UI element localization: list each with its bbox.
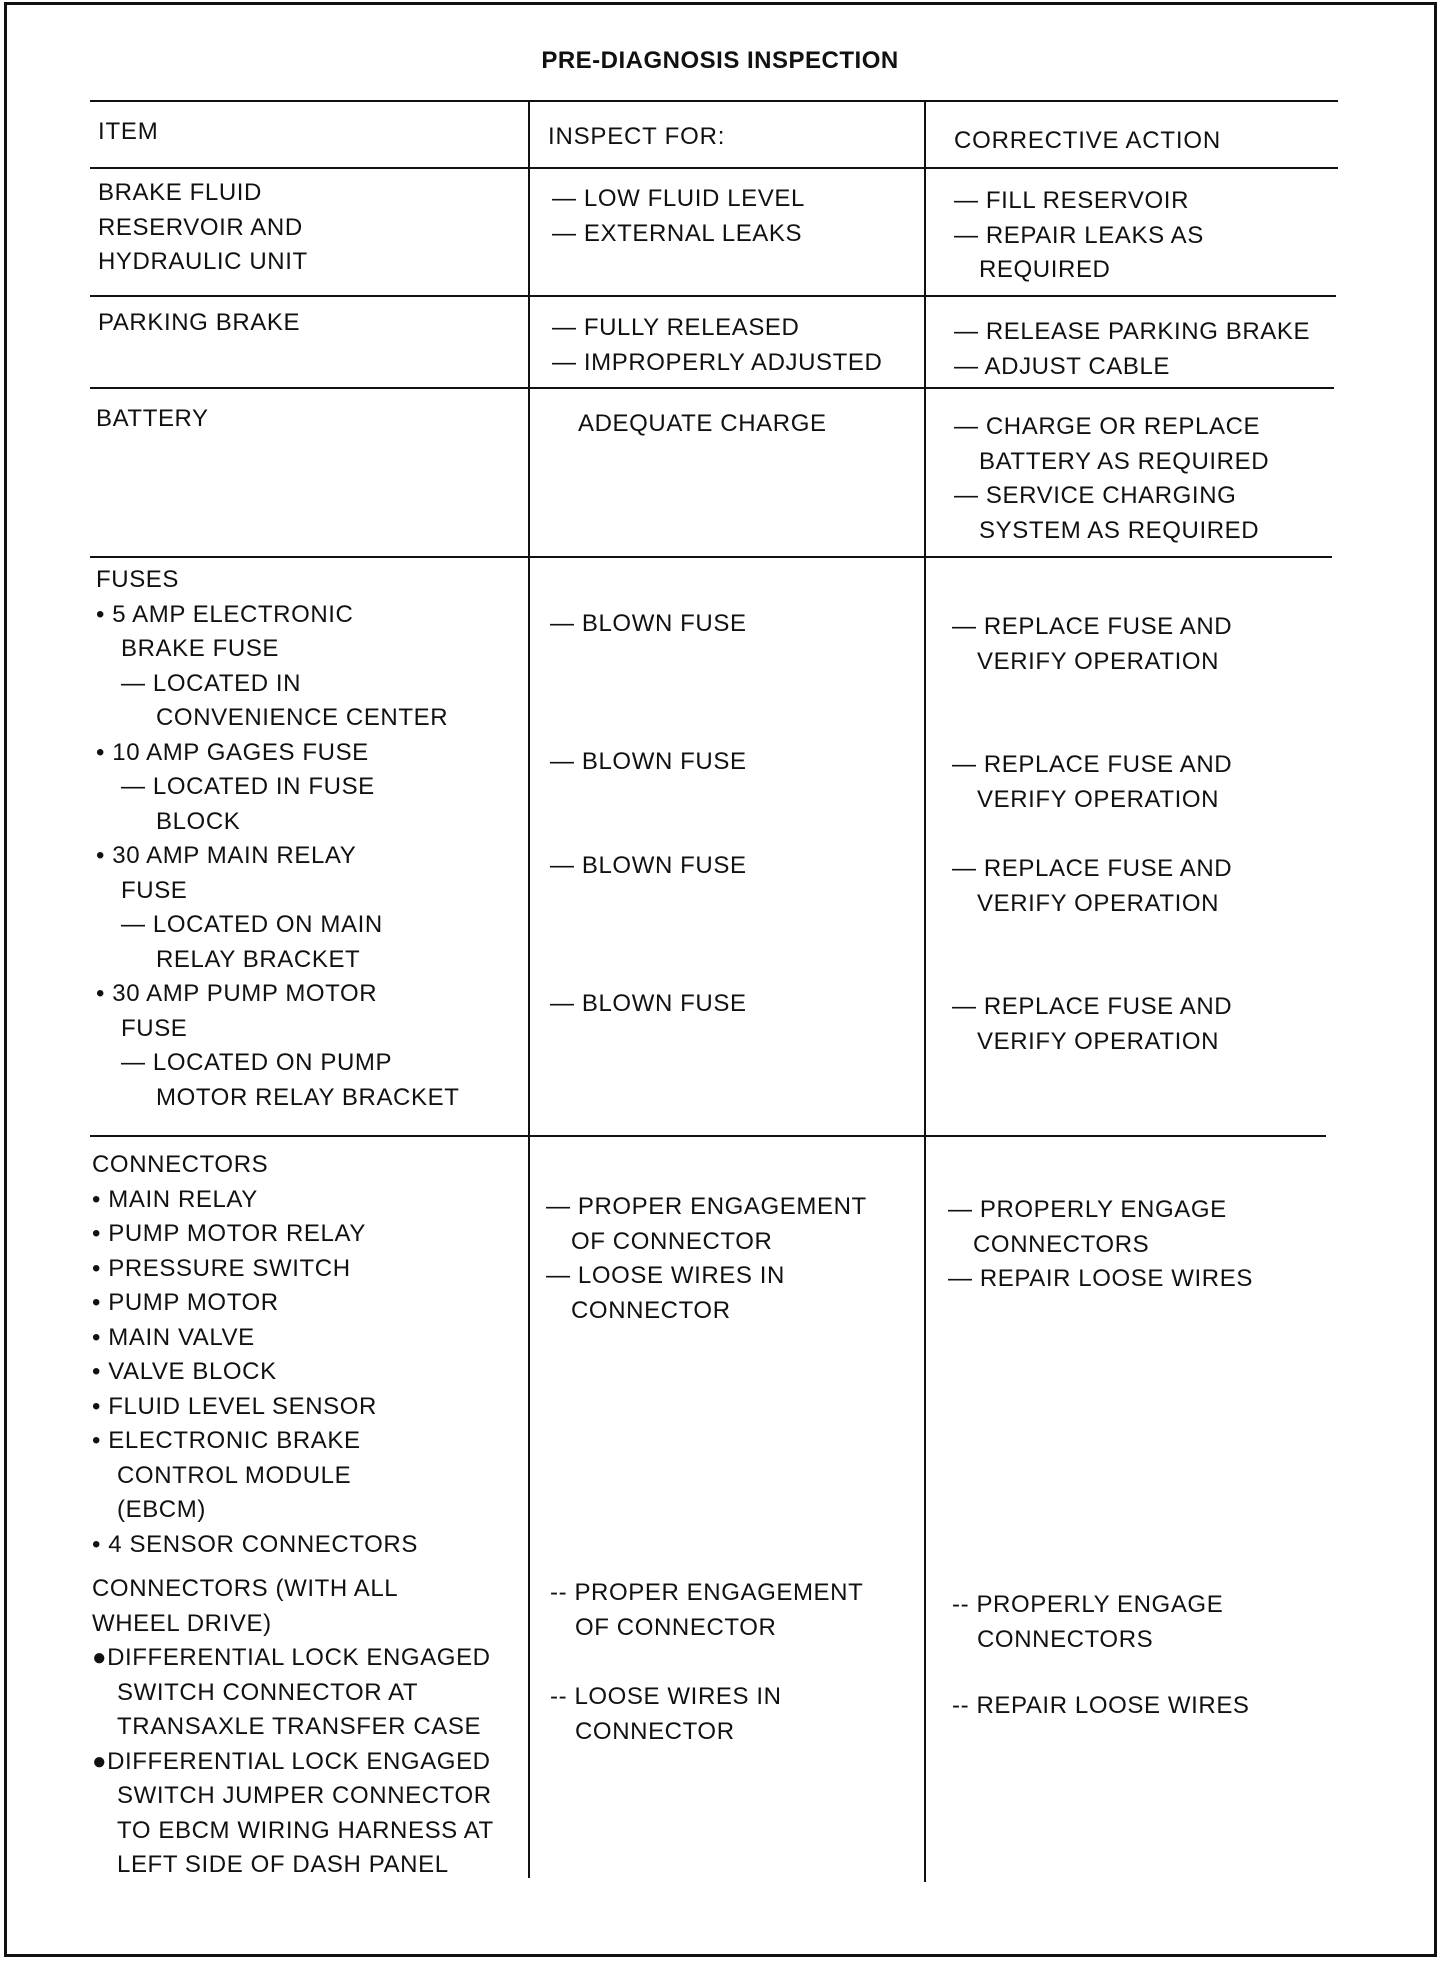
reservoir-item-cell (98, 176, 308, 280)
fuses-inspect-3: — BLOWN FUSE (550, 852, 747, 879)
battery-inspect-cell (578, 407, 827, 442)
cell-line: -- REPAIR LOOSE WIRES (952, 1692, 1250, 1719)
fuses-action-4 (952, 990, 1232, 1059)
cell-line: CONTROL MODULE (117, 1461, 352, 1489)
cell-line: — ADJUST CABLE (954, 352, 1171, 380)
reservoir-inspect-cell (552, 182, 805, 251)
cell-line: BATTERY AS REQUIRED (979, 447, 1270, 475)
cell-line: ADEQUATE CHARGE (578, 410, 827, 437)
cell-line: • PUMP MOTOR (92, 1289, 279, 1316)
cell-line: CONNECTORS (977, 1625, 1154, 1653)
fuses-inspect-4: — BLOWN FUSE (550, 990, 747, 1017)
cell-line: — LOCATED ON MAIN (121, 911, 383, 938)
cell-line: — LOCATED IN (121, 669, 302, 697)
cell-line: • PRESSURE SWITCH (92, 1254, 351, 1282)
cell-line: — FILL RESERVOIR (954, 187, 1189, 214)
fuses-action-2 (952, 748, 1232, 817)
cell-line: CONNECTOR (575, 1717, 735, 1745)
cell-line: BRAKE FLUID (98, 179, 262, 206)
cell-line: • 5 AMP ELECTRONIC (96, 600, 354, 628)
battery-item-cell (96, 402, 209, 437)
fuses-action-1 (952, 610, 1232, 679)
cell-line: CONNECTORS (973, 1230, 1150, 1258)
cell-line: — REPLACE FUSE AND (952, 993, 1233, 1020)
header-bottom-rule (90, 167, 1338, 169)
cell-line: VERIFY OPERATION (977, 785, 1220, 813)
cell-line: BLOCK (156, 807, 241, 835)
cell-line: OF CONNECTOR (571, 1227, 773, 1255)
cell-line: • 30 AMP MAIN RELAY (96, 842, 357, 869)
cell-line: — SERVICE CHARGING (954, 482, 1237, 509)
fuses-inspect-2: — BLOWN FUSE (550, 748, 747, 775)
cell-line: VERIFY OPERATION (977, 1027, 1220, 1055)
cell-line: • ELECTRONIC BRAKE (92, 1427, 361, 1454)
cell-line: TRANSAXLE TRANSFER CASE (117, 1713, 482, 1740)
awd-action-1 (952, 1588, 1223, 1657)
cell-line: — CHARGE OR REPLACE (954, 413, 1261, 440)
column-divider-1 (528, 100, 530, 1878)
cell-line: HYDRAULIC UNIT (98, 248, 308, 275)
table-top-rule (90, 100, 1338, 102)
cell-line: CONNECTOR (571, 1296, 731, 1324)
cell-line: • FLUID LEVEL SENSOR (92, 1392, 377, 1420)
cell-line: — PROPERLY ENGAGE (948, 1196, 1227, 1223)
parking-item-cell (98, 306, 300, 341)
cell-line: FUSE (121, 1014, 188, 1042)
cell-line: (EBCM) (117, 1496, 206, 1523)
row-rule-3 (90, 556, 1332, 558)
cell-line: WHEEL DRIVE) (92, 1609, 272, 1637)
cell-line: BRAKE FUSE (121, 635, 280, 662)
cell-line: RELAY BRACKET (156, 945, 361, 973)
header-inspect: INSPECT FOR: (548, 123, 726, 150)
cell-line: — REPAIR LEAKS AS (954, 221, 1204, 249)
column-divider-2 (924, 100, 926, 1882)
parking-inspect-cell (552, 311, 882, 380)
fuses-inspect-1: — BLOWN FUSE (550, 610, 747, 637)
cell-line: REQUIRED (979, 256, 1111, 283)
awd-inspect-1 (550, 1576, 863, 1645)
awd-item-cell (92, 1572, 494, 1883)
row-rule-4 (90, 1135, 1326, 1137)
cell-line: SWITCH JUMPER CONNECTOR (117, 1782, 492, 1809)
cell-line: ●DIFFERENTIAL LOCK ENGAGED (92, 1747, 491, 1775)
connectors-inspect-cell (546, 1190, 867, 1328)
cell-line: — REPLACE FUSE AND (952, 613, 1233, 640)
cell-line: PARKING BRAKE (98, 309, 301, 336)
cell-line: OF CONNECTOR (575, 1613, 777, 1641)
cell-line: — LOOSE WIRES IN (546, 1262, 785, 1289)
cell-line: ●DIFFERENTIAL LOCK ENGAGED (92, 1644, 491, 1671)
cell-line: -- PROPER ENGAGEMENT (550, 1579, 864, 1606)
row-rule-2 (90, 387, 1334, 389)
cell-line: SWITCH CONNECTOR AT (117, 1678, 419, 1706)
reservoir-action-cell (954, 184, 1204, 288)
cell-line: CONNECTORS (92, 1151, 269, 1178)
cell-line: — LOW FLUID LEVEL (552, 185, 805, 212)
awd-action-2 (952, 1689, 1250, 1724)
cell-line: • PUMP MOTOR RELAY (92, 1220, 366, 1247)
cell-line: — RELEASE PARKING BRAKE (954, 318, 1311, 345)
header-item: ITEM (98, 118, 159, 145)
cell-line: — REPAIR LOOSE WIRES (948, 1265, 1253, 1292)
cell-line: — EXTERNAL LEAKS (552, 219, 803, 247)
cell-line: SYSTEM AS REQUIRED (979, 516, 1260, 544)
cell-line: • MAIN VALVE (92, 1323, 255, 1351)
connectors-action-cell (948, 1193, 1253, 1297)
cell-line: FUSES (96, 566, 180, 593)
cell-line: VERIFY OPERATION (977, 647, 1220, 675)
cell-line: — PROPER ENGAGEMENT (546, 1193, 867, 1220)
page-title: PRE-DIAGNOSIS INSPECTION (541, 47, 899, 74)
cell-line: LEFT SIDE OF DASH PANEL (117, 1851, 449, 1878)
cell-line: — IMPROPERLY ADJUSTED (552, 348, 883, 376)
cell-line: — REPLACE FUSE AND (952, 751, 1233, 778)
cell-line: • 30 AMP PUMP MOTOR (96, 980, 378, 1007)
cell-line: CONNECTORS (WITH ALL (92, 1575, 399, 1602)
cell-line: — FULLY RELEASED (552, 314, 800, 341)
awd-inspect-2 (550, 1680, 782, 1749)
cell-line: VERIFY OPERATION (977, 889, 1220, 917)
cell-line: FUSE (121, 876, 188, 904)
cell-line: — REPLACE FUSE AND (952, 855, 1233, 882)
battery-action-cell (954, 410, 1269, 548)
header-action: CORRECTIVE ACTION (954, 127, 1221, 154)
cell-line: • 10 AMP GAGES FUSE (96, 738, 369, 766)
fuses-item-cell (96, 563, 459, 1115)
parking-action-cell (954, 315, 1310, 384)
cell-line: -- PROPERLY ENGAGE (952, 1591, 1224, 1618)
cell-line: BATTERY (96, 405, 209, 432)
cell-line: TO EBCM WIRING HARNESS AT (117, 1816, 494, 1844)
cell-line: • VALVE BLOCK (92, 1358, 277, 1385)
cell-line: RESERVOIR AND (98, 213, 303, 241)
cell-line: • 4 SENSOR CONNECTORS (92, 1530, 418, 1558)
cell-line: • MAIN RELAY (92, 1185, 258, 1213)
connectors-item-cell (92, 1148, 418, 1562)
cell-line: — LOCATED ON PUMP (121, 1049, 393, 1076)
cell-line: CONVENIENCE CENTER (156, 704, 449, 731)
cell-line: -- LOOSE WIRES IN (550, 1683, 782, 1710)
row-rule-1 (90, 295, 1336, 297)
cell-line: MOTOR RELAY BRACKET (156, 1083, 460, 1111)
cell-line: — LOCATED IN FUSE (121, 773, 375, 800)
fuses-action-3 (952, 852, 1232, 921)
